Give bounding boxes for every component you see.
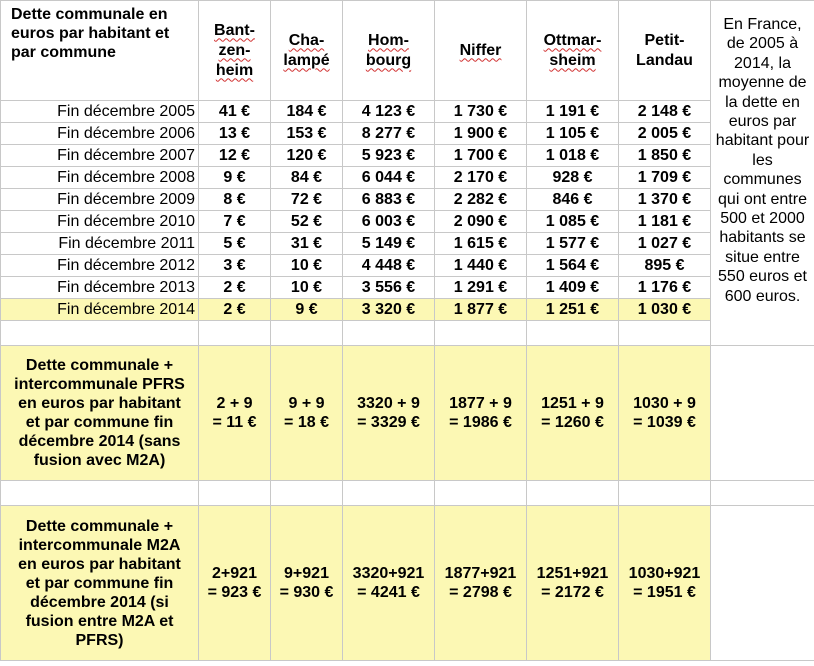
block_m2a-row [1, 506, 814, 661]
debt-value: 1 018 € [527, 145, 619, 167]
text-line: 500 et 2000 [720, 210, 805, 228]
text-line: situe entre [725, 248, 800, 266]
year-label: Fin décembre 2012 [1, 255, 199, 277]
empty-cell [343, 481, 435, 506]
block_pfrs-value [619, 346, 711, 481]
empty-cell [199, 321, 271, 346]
block_m2a-value [199, 506, 271, 661]
debt-value: 2 170 € [435, 167, 527, 189]
debt-value: 1 181 € [619, 211, 711, 233]
spacer-row [1, 321, 814, 346]
debt-value: 5 923 € [343, 145, 435, 167]
header-label [1, 1, 199, 101]
year-label: Fin décembre 2013 [1, 277, 199, 299]
empty-cell [619, 481, 711, 506]
text-line: habitant pour [715, 132, 810, 150]
text-line: Ottmar- [543, 31, 602, 49]
debt-value: 5 149 € [343, 233, 435, 255]
debt-value: 1 370 € [619, 189, 711, 211]
text-line: qui ont entre [718, 190, 807, 208]
commune-header [343, 1, 435, 101]
empty-cell [435, 481, 527, 506]
debt-value: 2 € [199, 277, 271, 299]
text-line: Dette communale + [25, 517, 174, 535]
empty-cell [343, 321, 435, 346]
text-line: moyenne de [718, 74, 807, 92]
text-line: 9+921 [284, 565, 329, 582]
text-line: Landau [636, 51, 693, 69]
empty-cell [435, 321, 527, 346]
text-line: décembre 2014 (sans [18, 433, 181, 450]
debt-value: 1 176 € [619, 277, 711, 299]
text-line: 9 + 9 [288, 395, 325, 412]
text-line: la dette en [725, 93, 800, 111]
text-line: 3320 + 9 [357, 395, 420, 412]
text-line: 2 + 9 [216, 395, 253, 412]
text-line: les [752, 151, 773, 169]
empty-cell [199, 481, 271, 506]
text-line: zen- [218, 41, 251, 59]
debt-value: 41 € [199, 101, 271, 123]
block_pfrs-label [1, 346, 199, 481]
text-line: = 2172 € [541, 584, 604, 601]
empty-cell [711, 346, 814, 481]
year-row [1, 255, 814, 277]
year-row [1, 101, 814, 123]
debt-value: 10 € [271, 277, 343, 299]
debt-value: 1 191 € [527, 101, 619, 123]
debt-value: 1 900 € [435, 123, 527, 145]
debt-value: 1 564 € [527, 255, 619, 277]
text-line: = 923 € [207, 584, 262, 601]
empty-cell [711, 481, 814, 506]
text-line: = 1951 € [633, 584, 696, 601]
debt-value: 120 € [271, 145, 343, 167]
year-label: Fin décembre 2009 [1, 189, 199, 211]
commune-header [271, 1, 343, 101]
debt-value: 2 005 € [619, 123, 711, 145]
empty-cell [271, 481, 343, 506]
text-line: et par commune fin [25, 574, 174, 592]
debt-value: 12 € [199, 145, 271, 167]
debt-value: 3 320 € [343, 299, 435, 321]
text-line: 1877 + 9 [449, 395, 512, 412]
debt-value: 31 € [271, 233, 343, 255]
debt-value: 9 € [199, 167, 271, 189]
year-label: Fin décembre 2007 [1, 145, 199, 167]
text-line: heim [215, 61, 254, 79]
text-line: = 1260 € [541, 414, 604, 431]
text-line: fusion entre M2A et [25, 612, 174, 630]
debt-value: 2 090 € [435, 211, 527, 233]
debt-value: 13 € [199, 123, 271, 145]
text-line: intercommunale PFRS [14, 376, 185, 393]
year-row [1, 299, 814, 321]
debt-value: 8 € [199, 189, 271, 211]
block_m2a-value [271, 506, 343, 661]
header-row [1, 1, 814, 101]
text-line: lampé [283, 51, 330, 69]
debt-value: 6 883 € [343, 189, 435, 211]
debt-value: 928 € [527, 167, 619, 189]
year-label: Fin décembre 2011 [1, 233, 199, 255]
text-line: 1030 + 9 [633, 395, 696, 412]
text-line: Dette communale en [11, 6, 168, 23]
text-line: PFRS) [75, 631, 124, 649]
debt-value: 1 730 € [435, 101, 527, 123]
debt-value: 1 440 € [435, 255, 527, 277]
debt-value: 8 277 € [343, 123, 435, 145]
debt-value: 1 105 € [527, 123, 619, 145]
text-line: Hom- [368, 31, 409, 49]
debt-value: 1 850 € [619, 145, 711, 167]
text-line: bourg [365, 51, 412, 69]
text-line: Petit- [644, 31, 685, 49]
debt-value: 1 409 € [527, 277, 619, 299]
empty-cell [711, 506, 814, 661]
commune-header [435, 1, 527, 101]
debt-value: 5 € [199, 233, 271, 255]
text-line: habitants se [719, 229, 806, 247]
block_pfrs-value [527, 346, 619, 481]
text-line: = 18 € [284, 414, 329, 431]
empty-cell [1, 321, 199, 346]
empty-cell [619, 321, 711, 346]
year-label: Fin décembre 2006 [1, 123, 199, 145]
text-line: = 1039 € [633, 414, 696, 431]
text-line: euros par habitant et [11, 25, 170, 42]
debt-value: 10 € [271, 255, 343, 277]
text-line: Bant- [214, 21, 255, 39]
year-label: Fin décembre 2005 [1, 101, 199, 123]
debt-value: 1 700 € [435, 145, 527, 167]
year-row [1, 233, 814, 255]
commune-header [619, 1, 711, 101]
text-line: 2+921 [212, 565, 257, 582]
debt-value: 846 € [527, 189, 619, 211]
debt-value: 2 282 € [435, 189, 527, 211]
text-line: 600 euros. [724, 287, 801, 305]
debt-value: 1 030 € [619, 299, 711, 321]
year-row [1, 145, 814, 167]
text-line: 2014, la [734, 54, 791, 72]
year-row [1, 123, 814, 145]
text-line: Cha- [288, 31, 325, 49]
block_m2a-value [343, 506, 435, 661]
spacer-row [1, 481, 814, 506]
debt-value: 4 448 € [343, 255, 435, 277]
debt-value: 1 709 € [619, 167, 711, 189]
text-line: 1030+921 [628, 565, 701, 582]
debt-value: 895 € [619, 255, 711, 277]
year-label: Fin décembre 2008 [1, 167, 199, 189]
block_pfrs-value [271, 346, 343, 481]
year-label: Fin décembre 2010 [1, 211, 199, 233]
text-line: fusion avec M2A) [33, 452, 166, 469]
text-line: décembre 2014 (si [30, 593, 169, 611]
commune-header [527, 1, 619, 101]
empty-cell [271, 321, 343, 346]
text-line: par commune [11, 44, 116, 61]
text-line: et par commune fin [25, 414, 174, 431]
block_m2a-label [1, 506, 199, 661]
debt-value: 84 € [271, 167, 343, 189]
debt-value: 7 € [199, 211, 271, 233]
text-line: de 2005 à [726, 35, 799, 53]
text-line: euros par [728, 113, 797, 131]
average-debt-note [711, 1, 814, 346]
debt-value: 9 € [271, 299, 343, 321]
block_pfrs-value [343, 346, 435, 481]
debt-value: 1 877 € [435, 299, 527, 321]
text-line: sheim [549, 51, 596, 69]
text-line: en euros par habitant [18, 395, 181, 412]
text-line: En France, [723, 16, 802, 33]
text-line: = 2798 € [449, 584, 512, 601]
text-line: 3320+921 [352, 565, 425, 582]
empty-cell [527, 321, 619, 346]
debt-value: 1 251 € [527, 299, 619, 321]
text-line: = 1986 € [449, 414, 512, 431]
block_m2a-value [619, 506, 711, 661]
text-line: en euros par habitant [18, 555, 181, 573]
block_pfrs-row [1, 346, 814, 481]
debt-value: 72 € [271, 189, 343, 211]
debt-value: 3 € [199, 255, 271, 277]
debt-value: 1 291 € [435, 277, 527, 299]
debt-value: 1 027 € [619, 233, 711, 255]
text-line: communes [723, 171, 802, 189]
debt-value: 6 044 € [343, 167, 435, 189]
year-row [1, 189, 814, 211]
text-line: 1251 + 9 [541, 395, 604, 412]
debt-value: 153 € [271, 123, 343, 145]
text-line: Dette communale + [25, 357, 174, 374]
debt-value: 4 123 € [343, 101, 435, 123]
text-line: 1877+921 [444, 565, 517, 582]
text-line: = 11 € [212, 414, 257, 431]
debt-value: 52 € [271, 211, 343, 233]
text-line: = 3329 € [357, 414, 420, 431]
debt-value: 184 € [271, 101, 343, 123]
year-row [1, 277, 814, 299]
year-label: Fin décembre 2014 [1, 299, 199, 321]
text-line: 550 euros et [718, 268, 807, 286]
debt-value: 2 € [199, 299, 271, 321]
empty-cell [1, 481, 199, 506]
text-line: = 930 € [279, 584, 334, 601]
debt-value: 1 085 € [527, 211, 619, 233]
block_pfrs-value [199, 346, 271, 481]
empty-cell [527, 481, 619, 506]
block_m2a-value [435, 506, 527, 661]
commune-header [199, 1, 271, 101]
year-row [1, 211, 814, 233]
debt-value: 2 148 € [619, 101, 711, 123]
block_m2a-value [527, 506, 619, 661]
debt-value: 1 577 € [527, 233, 619, 255]
debt-value: 1 615 € [435, 233, 527, 255]
text-line: intercommunale M2A [18, 536, 181, 554]
block_pfrs-value [435, 346, 527, 481]
text-line: Niffer [459, 41, 502, 59]
text-line: = 4241 € [357, 584, 420, 601]
year-row [1, 167, 814, 189]
debt-value: 6 003 € [343, 211, 435, 233]
text-line: 1251+921 [536, 565, 609, 582]
debt-value: 3 556 € [343, 277, 435, 299]
